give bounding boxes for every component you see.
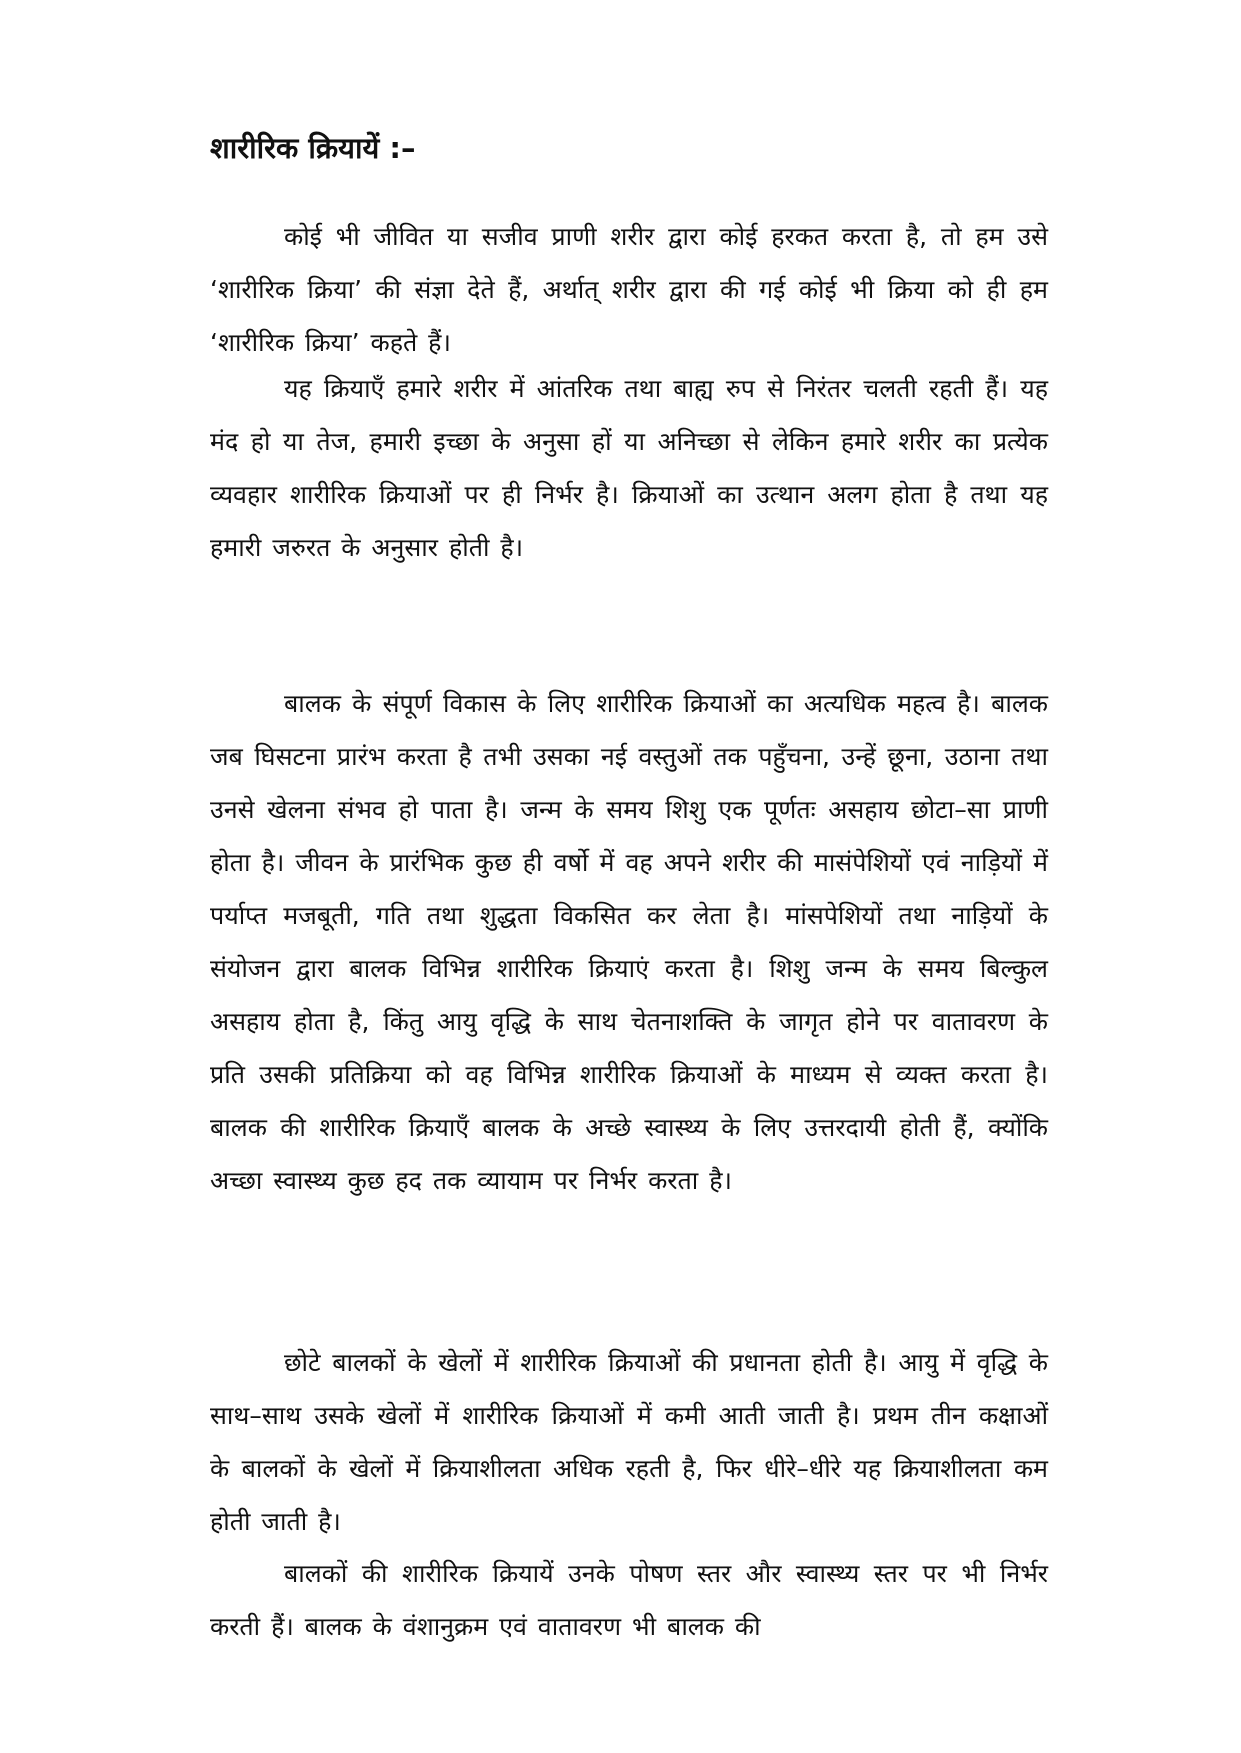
paragraph-continuous-activity: यह क्रियाएँ हमारे शरीर में आंतरिक तथा बाह्य रुप से निरंतर चलती रहती हैं। यह मंद हो या तेज, हमारी इच्छा के अनुसा हों या अनिच्छा से लेकिन हमारे शरीर का प्रत्येक व्यवहार शारीरिक क्रियाओं पर ही निर्भर है। क्रियाओं का उत्थान अलग होता है तथा यह हमारी जरुरत के अनुसार होती है। bbox=[210, 374, 1048, 562]
section-heading: शारीरिक क्रियायें :– bbox=[210, 131, 416, 165]
paragraph-play-activity: छोटे बालकों के खेलों में शारीरिक क्रियाओं की प्रधानता होती है। आयु में वृद्धि के साथ–साथ उसके खेलों में शारीरिक क्रियाओं में कमी आती जाती है। प्रथम तीन कक्षाओं के बालकों के खेलों में क्रियाशीलता अधिक रहती है, फिर धीरे–धीरे यह क्रियाशीलता कम होती जाती है। bbox=[210, 1348, 1048, 1536]
paragraph-nutrition-health: बालकों की शारीरिक क्रियायें उनके पोषण स्तर और स्वास्थ्य स्तर पर भी निर्भर करती हैं। बालक के वंशानुक्रम एवं वातावरण भी बालक की bbox=[210, 1559, 1048, 1641]
paragraph-definition: कोई भी जीवित या सजीव प्राणी शरीर द्वारा कोई हरकत करता है, तो हम उसे ‘शारीरिक क्रिया’ की संज्ञा देते हैं, अर्थात् शरीर द्वारा की गई कोई भी क्रिया को ही हम ‘शारीरिक क्रिया’ कहते हैं। bbox=[210, 222, 1048, 357]
paragraph-child-development: बालक के संपूर्ण विकास के लिए शारीरिक क्रियाओं का अत्यधिक महत्व है। बालक जब घिसटना प्रारंभ करता है तभी उसका नई वस्तुओं तक पहुँचना, उन्हें छूना, उठाना तथा उनसे खेलना संभव हो पाता है। जन्म के समय शिशु एक पूर्णतः असहाय छोटा–सा प्राणी होता है। जीवन के प्रारंभिक कुछ ही वर्षो में वह अपने शरीर की मासंपेशियों एवं नाड़ियों में पर्याप्त मजबूती, गति तथा शुद्धता विकसित कर लेता है। मांसपेशियों तथा नाड़ियों के संयोजन द्वारा बालक विभिन्न शारीरिक क्रियाएं करता है। शिशु जन्म के समय बिल्कुल असहाय होता है, किंतु आयु वृद्धि के साथ चेतनाशक्ति के जागृत होने पर वातावरण के प्रति उसकी प्रतिक्रिया को वह विभिन्न शारीरिक क्रियाओं के माध्यम से व्यक्त करता है। बालक की शारीरिक क्रियाएँ बालक के अच्छे स्वास्थ्य के लिए उत्तरदायी होती हैं, क्योंकि अच्छा स्वास्थ्य कुछ हद तक व्यायाम पर निर्भर करता है। bbox=[210, 689, 1048, 1195]
